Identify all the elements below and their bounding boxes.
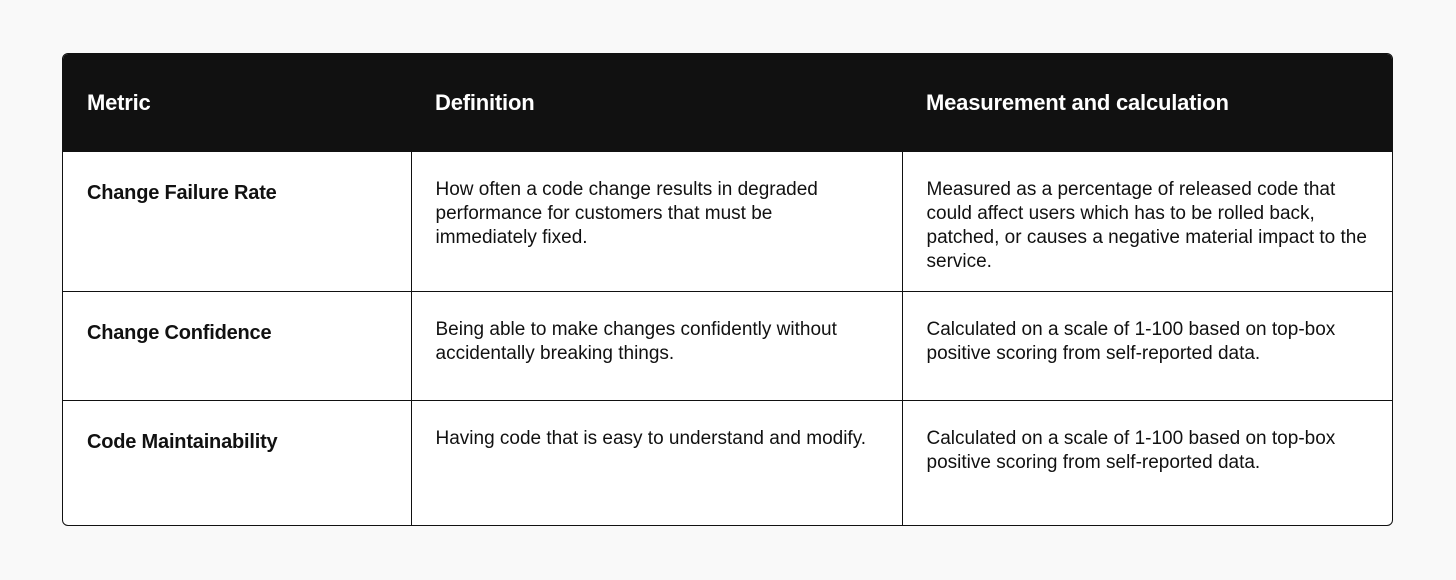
measurement-cell: Calculated on a scale of 1-100 based on top-box positive scoring from self-reported data. [902, 291, 1392, 400]
metric-cell: Change Confidence [63, 291, 411, 400]
metrics-table-grid [63, 54, 1392, 525]
measurement-cell: Measured as a percentage of released code that could affect users which has to be rolled back, patched, or causes a negative material impact to the service. [902, 152, 1392, 291]
measurement-cell: Calculated on a scale of 1-100 based on top-box positive scoring from self-reported data. [902, 400, 1392, 525]
metrics-table [62, 53, 1393, 526]
header-row [63, 54, 1392, 152]
definition-cell: Having code that is easy to understand and modify. [411, 400, 902, 525]
table-row [63, 400, 1392, 525]
metric-cell: Code Maintainability [63, 400, 411, 525]
header-definition: Definition [411, 54, 902, 152]
definition-cell: How often a code change results in degraded performance for customers that must be immediately fixed. [411, 152, 902, 291]
table-row [63, 152, 1392, 291]
header-measurement: Measurement and calculation [902, 54, 1392, 152]
table-header [63, 54, 1392, 152]
header-metric: Metric [63, 54, 411, 152]
definition-cell: Being able to make changes confidently without accidentally breaking things. [411, 291, 902, 400]
table-body [63, 152, 1392, 525]
table-row [63, 291, 1392, 400]
metric-cell: Change Failure Rate [87, 182, 277, 204]
